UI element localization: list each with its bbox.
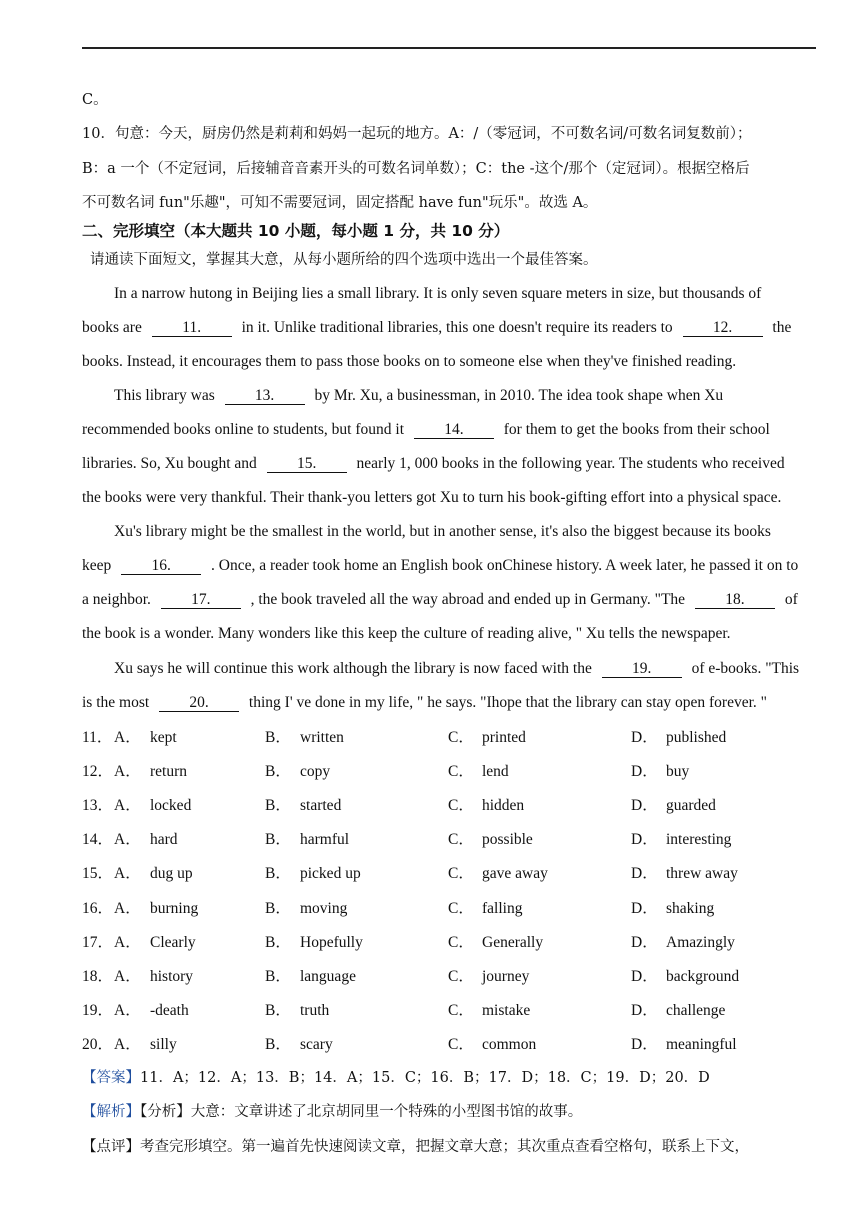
option-letter-b: B．: [265, 865, 291, 882]
header-rule: [82, 47, 816, 49]
option-d-text: interesting: [666, 831, 732, 848]
option-letter-c: C．: [448, 763, 474, 780]
option-c-text: common: [482, 1036, 537, 1053]
option-letter-c: C．: [448, 797, 474, 814]
option-letter-c: C．: [448, 865, 474, 882]
option-letter-b: B．: [265, 934, 291, 951]
option-letter-c: C．: [448, 1036, 474, 1053]
option-letter-d: D．: [631, 729, 658, 746]
comment-text: 考查完形填空。第一遍首先快速阅读文章，把握文章大意；其次重点查看空格句，联系上下文，: [140, 1139, 749, 1155]
option-a-text: -death: [150, 1002, 189, 1019]
option-letter-b: B．: [265, 968, 291, 985]
passage-line: [82, 693, 818, 713]
option-letter-a: A．: [114, 968, 141, 985]
option-c-text: falling: [482, 900, 523, 917]
option-b-text: language: [300, 968, 356, 985]
question-number: 17．: [82, 934, 114, 951]
q10-explanation-line2: B：a 一个（不定冠词，后接辅音音素开头的可数名词单数）；C：the -这个/那个（定冠词）。根据空格后: [82, 161, 750, 177]
question-number: 11．: [82, 729, 113, 746]
option-letter-d: D．: [631, 1036, 658, 1053]
passage-text: for them to get the books from their school: [503, 421, 770, 438]
option-c-text: hidden: [482, 797, 525, 814]
passage-text: of: [784, 591, 798, 608]
option-d-text: meaningful: [666, 1036, 737, 1053]
option-letter-d: D．: [631, 865, 658, 882]
analysis-line: [82, 1102, 818, 1122]
option-a-text: dug up: [150, 865, 193, 882]
blank-19: 19.: [602, 660, 682, 678]
option-a-text: return: [150, 763, 188, 780]
option-letter-d: D．: [631, 763, 658, 780]
option-a-text: hard: [150, 831, 178, 848]
passage-text: , the book traveled all the way abroad and ended up in Germany. "The: [250, 591, 686, 608]
comment-line: [82, 1137, 818, 1157]
question-number: 20．: [82, 1036, 114, 1053]
answer-text: 11．A；12．A；13．B；14．A；15．C；16．B；17．D；18．C；19．D；20．D: [140, 1070, 710, 1086]
option-c-text: mistake: [482, 1002, 531, 1019]
option-d-text: Amazingly: [666, 934, 735, 951]
option-letter-c: C．: [448, 729, 474, 746]
passage-line: [82, 659, 818, 679]
question-number: 12．: [82, 763, 114, 780]
option-a-text: history: [150, 968, 194, 985]
analysis-sub-tag: 【分析】: [140, 1104, 191, 1120]
passage-line: the books were very thankful. Their thank-you letters got Xu to turn his book-gifting effort into a physical space.: [82, 489, 782, 506]
option-letter-a: A．: [114, 1002, 141, 1019]
blank-12: 12.: [683, 319, 763, 337]
option-b-text: started: [300, 797, 342, 814]
passage-line: [82, 556, 818, 576]
blank-13: 13.: [225, 387, 305, 405]
option-d-text: guarded: [666, 797, 716, 814]
option-c-text: journey: [482, 968, 530, 985]
option-a-text: silly: [150, 1036, 177, 1053]
section-instruction: 请通读下面短文，掌握其大意，从每小题所给的四个选项中选出一个最佳答案。: [90, 252, 598, 268]
passage-text: . Once, a reader took home an English book onChinese history. A week later, he passed it on to: [211, 557, 799, 574]
option-letter-c: C．: [448, 934, 474, 951]
passage-text: by Mr. Xu, a businessman, in 2010. The idea took shape when Xu: [314, 387, 724, 404]
option-letter-a: A．: [114, 797, 141, 814]
section-heading: 二、完形填空（本大题共 10 小题，每小题 1 分，共 10 分）: [82, 222, 510, 240]
passage-text: a neighbor.: [82, 591, 151, 608]
option-d-text: buy: [666, 763, 690, 780]
option-letter-a: A．: [114, 1036, 141, 1053]
option-letter-b: B．: [265, 763, 291, 780]
option-b-text: written: [300, 729, 344, 746]
option-b-text: copy: [300, 763, 331, 780]
option-letter-c: C．: [448, 831, 474, 848]
passage-line: books. Instead, it encourages them to pass those books on to someone else when they've finished reading.: [82, 353, 737, 370]
option-d-text: threw away: [666, 865, 738, 882]
option-letter-a: A．: [114, 865, 141, 882]
prev-answer-c: C。: [82, 92, 108, 108]
passage-text: of e-books. "This: [691, 660, 800, 677]
answer-tag: 【答案】: [82, 1070, 140, 1086]
option-c-text: Generally: [482, 934, 544, 951]
option-letter-b: B．: [265, 831, 291, 848]
passage-text: is the most: [82, 694, 150, 711]
option-a-text: Clearly: [150, 934, 196, 951]
option-a-text: kept: [150, 729, 177, 746]
option-c-text: possible: [482, 831, 533, 848]
question-number: 15．: [82, 865, 114, 882]
option-b-text: scary: [300, 1036, 333, 1053]
option-d-text: background: [666, 968, 740, 985]
passage-line: [82, 386, 818, 406]
option-letter-d: D．: [631, 831, 658, 848]
blank-16: 16.: [121, 557, 201, 575]
question-number: 18．: [82, 968, 114, 985]
option-b-text: moving: [300, 900, 348, 917]
option-letter-a: A．: [114, 763, 141, 780]
option-letter-d: D．: [631, 1002, 658, 1019]
passage-text: This library was: [114, 387, 215, 404]
passage-text: Xu says he will continue this work although the library is now faced with the: [114, 660, 592, 677]
passage-line: [82, 454, 818, 474]
blank-20: 20.: [159, 694, 239, 712]
passage-line: Xu's library might be the smallest in the world, but in another sense, it's also the biggest because its books: [114, 523, 771, 540]
option-letter-c: C．: [448, 968, 474, 985]
option-a-text: locked: [150, 797, 192, 814]
passage-text: recommended books online to students, but found it: [82, 421, 405, 438]
option-letter-a: A．: [114, 934, 141, 951]
passage-text: libraries. So, Xu bought and: [82, 455, 257, 472]
option-b-text: picked up: [300, 865, 361, 882]
option-c-text: gave away: [482, 865, 548, 882]
analysis-tag: 【解析】: [82, 1104, 140, 1120]
option-letter-a: A．: [114, 900, 141, 917]
passage-line: the book is a wonder. Many wonders like this keep the culture of reading alive, " Xu tells the newspaper.: [82, 625, 731, 642]
question-number: 16．: [82, 900, 114, 917]
blank-17: 17.: [161, 591, 241, 609]
passage-line: [82, 590, 818, 610]
passage-text: keep: [82, 557, 112, 574]
option-letter-b: B．: [265, 729, 291, 746]
option-d-text: published: [666, 729, 727, 746]
option-letter-b: B．: [265, 1036, 291, 1053]
option-letter-a: A．: [114, 729, 141, 746]
q10-explanation-line3: 不可数名词 fun"乐趣"，可知不需要冠词，固定搭配 have fun"玩乐"。故选 A。: [82, 195, 598, 211]
blank-15: 15.: [267, 455, 347, 473]
passage-text: in it. Unlike traditional libraries, this one doesn't require its readers to: [241, 319, 673, 336]
passage-line: [82, 420, 818, 440]
passage-text: nearly 1, 000 books in the following year. The students who received: [356, 455, 785, 472]
option-letter-b: B．: [265, 1002, 291, 1019]
option-d-text: challenge: [666, 1002, 726, 1019]
q10-explanation-line1: 10．句意：今天，厨房仍然是莉莉和妈妈一起玩的地方。A：/（零冠词，不可数名词/可数名词复数前）；: [82, 126, 752, 142]
analysis-text: 大意：文章讲述了北京胡同里一个特殊的小型图书馆的故事。: [190, 1104, 583, 1120]
option-b-text: truth: [300, 1002, 330, 1019]
option-letter-a: A．: [114, 831, 141, 848]
option-letter-d: D．: [631, 797, 658, 814]
option-b-text: harmful: [300, 831, 350, 848]
option-letter-d: D．: [631, 900, 658, 917]
passage-text: the: [772, 319, 792, 336]
question-number: 19．: [82, 1002, 114, 1019]
question-number: 14．: [82, 831, 114, 848]
option-letter-c: C．: [448, 900, 474, 917]
passage-text: thing I' ve done in my life, " he says. "Ihope that the library can stay open forever. ": [248, 694, 767, 711]
option-b-text: Hopefully: [300, 934, 363, 951]
option-letter-d: D．: [631, 968, 658, 985]
option-letter-c: C．: [448, 1002, 474, 1019]
passage-text: books are: [82, 319, 142, 336]
passage-line: [82, 318, 818, 338]
answer-line: [82, 1068, 818, 1088]
comment-tag: 【点评】: [82, 1139, 140, 1155]
question-number: 13．: [82, 797, 114, 814]
option-letter-d: D．: [631, 934, 658, 951]
blank-14: 14.: [414, 421, 494, 439]
option-letter-b: B．: [265, 900, 291, 917]
blank-18: 18.: [695, 591, 775, 609]
option-d-text: shaking: [666, 900, 715, 917]
option-a-text: burning: [150, 900, 199, 917]
blank-11: 11.: [152, 319, 232, 337]
option-c-text: printed: [482, 729, 526, 746]
option-letter-b: B．: [265, 797, 291, 814]
passage-line: In a narrow hutong in Beijing lies a small library. It is only seven square meters in size, but thousands of: [114, 285, 762, 302]
option-c-text: lend: [482, 763, 509, 780]
